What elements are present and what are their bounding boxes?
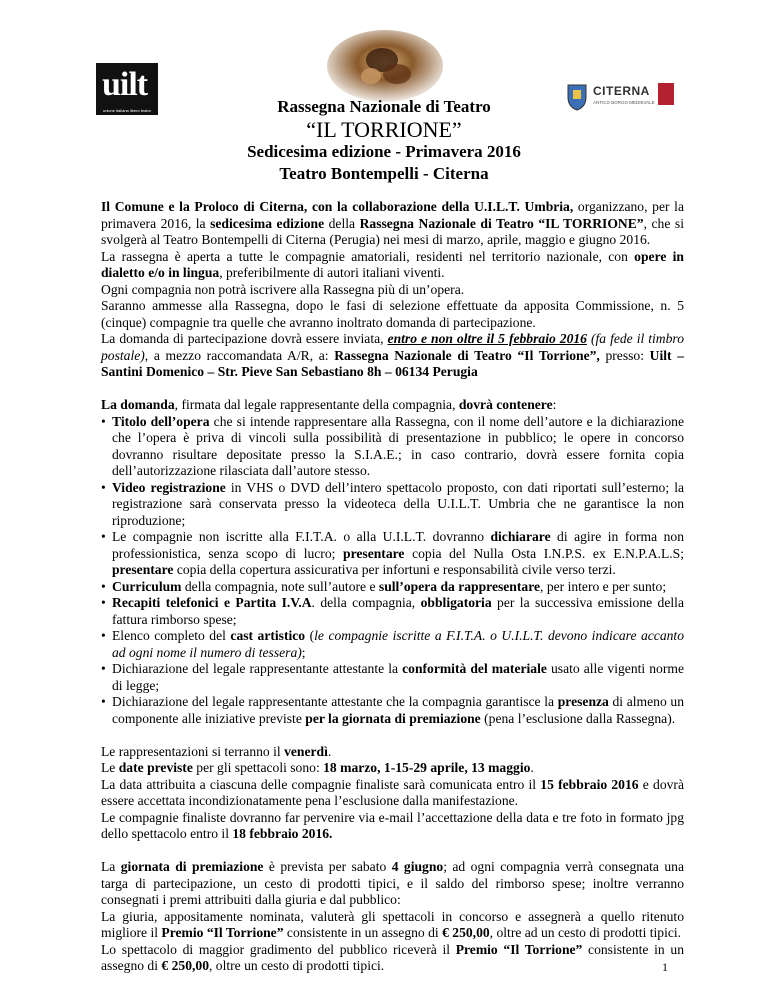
list-item: • Le compagnie non iscritte alla F.I.T.A. o alla U.I.L.T. dovranno dichiarare di agire in forma non professionistica, senza scopo di lucro; presentare copia del Nulla Osta I.N.P.S. ex E.N.P.A.L.S; presentare copia della copertura assicurativa per infortuni e responsabilità civile verso terzi. bbox=[101, 529, 684, 579]
list-item: • Video registrazione in VHS o DVD dell’intero spettacolo proposto, con dati riportati sull’esterno; la registrazione sarà conservata presso la videoteca della U.I.L.T. Umbria che ne garantisce la non riproduzione; bbox=[101, 480, 684, 530]
intro-paragraph-4: Saranno ammesse alla Rassegna, dopo le fasi di selezione effettuate da apposita Commissione, n. 5 (cinque) compagnie tra quelle che avranno inoltrato domanda di partecipazione. bbox=[101, 298, 684, 330]
domanda-lead: La domanda, firmata dal legale rappresentante della compagnia, dovrà contenere: bbox=[101, 397, 557, 412]
list-item: • Dichiarazione del legale rappresentante attestante che la compagnia garantisce la presenza di almeno un componente alle iniziative previste per la giornata di premiazione (pena l’esclusione dalla Rassegna). bbox=[101, 694, 684, 727]
date-paragraph-1: Le rappresentazioni si terranno il venerdì. bbox=[101, 743, 332, 759]
premi-paragraph-1: La giornata di premiazione è prevista per sabato 4 giugno; ad ogni compagnia verrà consegnata una targa di partecipazione, un cesto di prodotti tipici, e il saldo del rimborso spese; inoltre verranno consegnati i premi attribuiti dalla giuria e dal pubblico: bbox=[101, 859, 684, 907]
list-item: • Recapiti telefonici e Partita I.V.A. della compagnia, obbligatoria per la successiva emissione della fattura rimborso spese; bbox=[101, 595, 684, 628]
intro-paragraph-2: La rassegna è aperta a tutte le compagnie amatoriali, residenti nel territorio nazionale, con opere in dialetto e/o in lingua, preferibilmente di autori italiani viventi. bbox=[101, 248, 684, 280]
date-paragraph-2: Le date previste per gli spettacoli sono: 18 marzo, 1-15-29 aprile, 13 maggio. bbox=[101, 760, 534, 775]
theatre-painting-image bbox=[327, 30, 443, 102]
page-number: 1 bbox=[662, 960, 668, 974]
intro-paragraph-1: Il Comune e la Proloco di Citerna, con la collaborazione della U.I.L.T. Umbria, organizzano, per la primavera 2016, la sedicesima edizione della Rassegna Nazionale di Teatro “IL TORRIONE”, che si svolgerà al Teatro Bontempelli di Citerna (Perugia) nei mesi di marzo, aprile, maggio e giugno 2016. bbox=[101, 199, 684, 247]
premi-paragraph-2: La giuria, appositamente nominata, valuterà gli spettacoli in concorso e assegnerà a quello ritenuto migliore il Premio “Il Torrione” consistente in un assegno di € 250,00, oltre ad un cesto di prodotti tipici. bbox=[101, 908, 684, 940]
requirements-list bbox=[101, 414, 684, 728]
title-line-2: “IL TORRIONE” bbox=[306, 117, 462, 142]
premi-paragraph-3: Lo spettacolo di maggior gradimento del pubblico riceverà il Premio “Il Torrione” consistente in un assegno di € 250,00, oltre un cesto di prodotti tipici. bbox=[101, 941, 684, 973]
title-line-3: Sedicesima edizione - Primavera 2016 bbox=[247, 142, 521, 161]
date-paragraph-3: La data attribuita a ciascuna delle compagnie finaliste sarà comunicata entro il 15 febbraio 2016 e dovrà essere accettata incondizionatamente pena l’esclusione dalla manifestazione. bbox=[101, 776, 684, 808]
list-item: • Titolo dell’opera che si intende rappresentare alla Rassegna, con il nome dell’autore e la dichiarazione che l’opera è priva di vincoli sulla possibilità di presentazione in pubblico; le opere in concorso dovranno risultare depositate presso la S.I.A.E.; in caso contrario, dovrà essere fornita copia dell’autorizzazione rilasciata dall’autore stesso. bbox=[101, 414, 684, 480]
list-item: • Elenco completo del cast artistico (le compagnie iscritte a F.I.T.A. o U.I.L.T. devono indicare accanto ad ogni nome il numero di tessera); bbox=[101, 628, 684, 661]
document-body bbox=[101, 199, 684, 975]
title-line-1: Rassegna Nazionale di Teatro bbox=[277, 97, 491, 116]
intro-paragraph-3: Ogni compagnia non potrà iscrivere alla Rassegna più di un’opera. bbox=[101, 281, 465, 297]
citerna-logo-name: CITERNA bbox=[593, 84, 650, 98]
uilt-logo-text: uilt bbox=[102, 66, 148, 103]
uilt-logo-subtitle: unione italiana libero teatro bbox=[102, 108, 152, 113]
list-item: • Dichiarazione del legale rappresentante attestante la conformità del materiale usato alle vigenti norme di legge; bbox=[101, 661, 684, 694]
title-line-4: Teatro Bontempelli - Citerna bbox=[279, 164, 489, 183]
citerna-logo-subtitle: ANTICO BORGO MEDIEVALE bbox=[593, 100, 655, 105]
date-paragraph-4: Le compagnie finaliste dovranno far pervenire via e-mail l’accettazione della data e tre foto in formato jpg dello spettacolo entro il 18 febbraio 2016. bbox=[101, 809, 684, 841]
intro-paragraph-5: La domanda di partecipazione dovrà essere inviata, entro e non oltre il 5 febbraio 2016 (fa fede il timbro postale), a mezzo raccomandata A/R, a: Rassegna Nazionale di Teatro “Il Torrione”, presso: Uilt – Santini Domenico – Str. Pieve San Sebastiano 8h – 06134 Perugia bbox=[101, 331, 685, 379]
list-item: • Curriculum della compagnia, note sull’autore e sull’opera da rappresentare, per intero e per sunto; bbox=[101, 579, 684, 596]
